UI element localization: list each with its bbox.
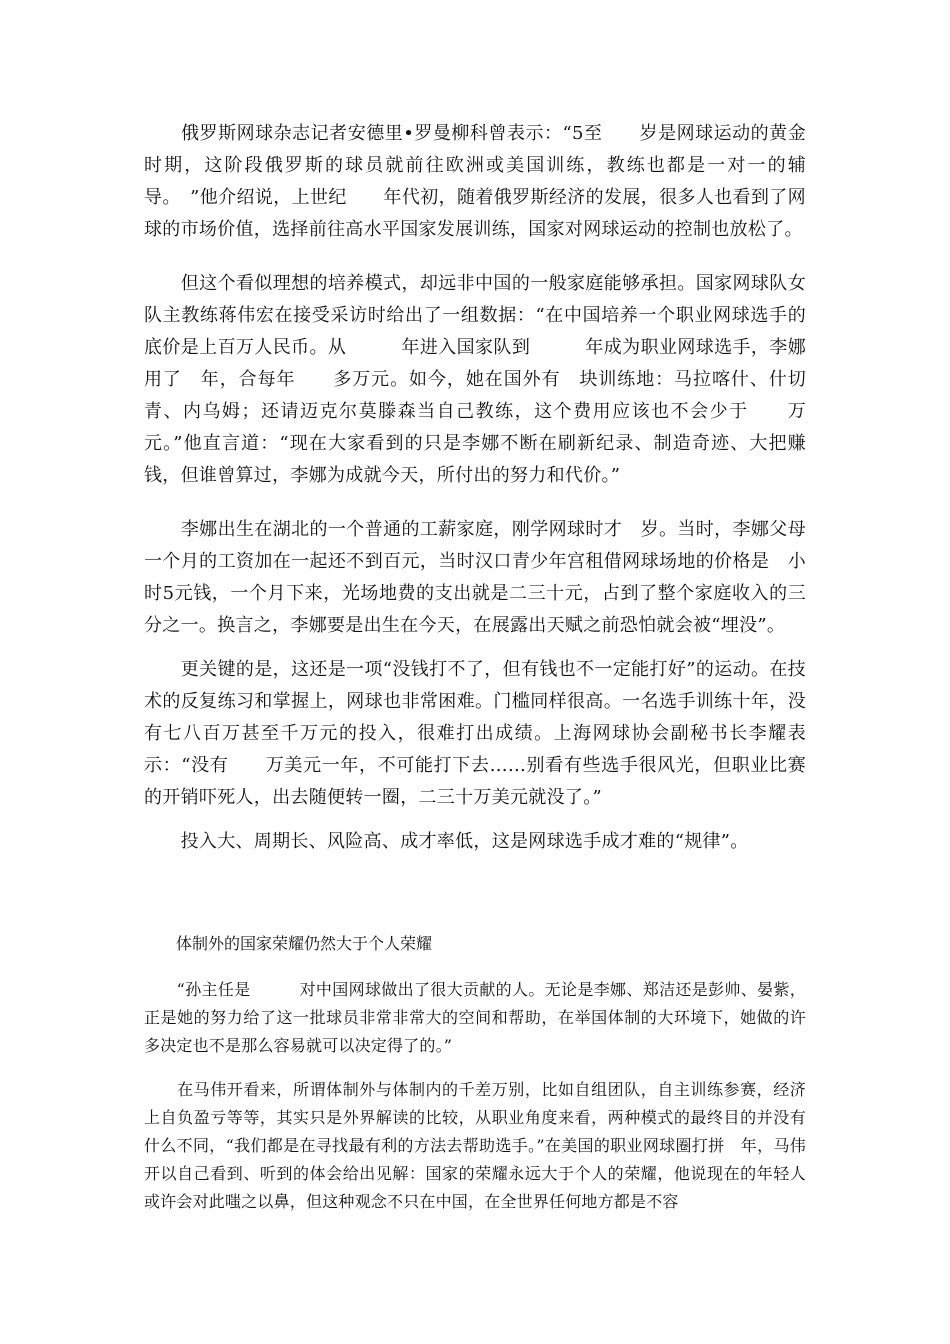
paragraph-ma-weikai: 在马伟开看来，所谓体制外与体制内的千差万别，比如自组团队，自主训练参赛，经济上自负盈亏等等，其实只是外界解读的比较，从职业角度来看，两种模式的最终目的并没有什么不同，“我们都是在寻找最有利的方法去帮助选手。”在美国的职业网球圈打拼 年，马伟开以自己看到、听到的体会给出见解：国家的荣耀永远大于个人的荣耀，他说现在的年轻人或许会对此嗤之以鼻，但这种观念不只在中国，在全世界任何地方都是不容: [144, 1080, 806, 1211]
section-heading: 体制外的国家荣耀仍然大于个人荣耀: [176, 934, 433, 953]
paragraph-director-sun: “孙主任是 对中国网球做出了很大贡献的人。无论是李娜、郑洁还是彭帅、晏紫，正是她的努力给了这一批球员非常非常大的空间和帮助，在举国体制的大环境下，她做的许多决定也不是那么容易就可以决定得了的。”: [144, 980, 806, 1055]
paragraph-cost-of-training: 但这个看似理想的培养模式，却远非中国的一般家庭能够承担。国家网球队女队主教练蒋伟宏在接受采访时给出了一组数据：“在中国培养一个职业网球选手的底价是上百万人民币。从 年进入国家队到 年成为职业网球选手，李娜用了 年，合每年 多万元。如今，她在国外有 块训练地：马拉喀什、什切青、内乌姆；还请迈克尔莫滕森当自己教练，这个费用应该也不会少于 万元。”他直言道：“现在大家看到的只是李娜不断在刷新纪录、制造奇迹、大把赚钱，但谁曾算过，李娜为成就今天，所付出的努力和代价。”: [144, 273, 806, 486]
paragraph-high-threshold: 更关键的是，这还是一项“没钱打不了，但有钱也不一定能打好”的运动。在技术的反复练习和掌握上，网球也非常困难。门槛同样很高。一名选手训练十年，没有七八百万甚至千万元的投入，很难打出成绩。上海网球协会副秘书长李耀表示：“没有 万美元一年，不可能打下去……别看有些选手很风光，但职业比赛的开销吓死人，出去随便转一圈，二三十万美元就没了。”: [144, 659, 806, 808]
paragraph-li-na-childhood: 李娜出生在湖北的一个普通的工薪家庭，刚学网球时才 岁。当时，李娜父母一个月的工资加在一起还不到百元，当时汉口青少年宫租借网球场地的价格是 小时5元钱，一个月下来，光场地费的支出就是二三十元，占到了整个家庭收入的三分之一。换言之，李娜要是出生在今天，在展露出天赋之前恐怕就会被“埋没”。: [144, 519, 806, 636]
paragraph-russian-training: 俄罗斯网球杂志记者安德里•罗曼柳科曾表示：“5至 岁是网球运动的黄金时期，这阶段俄罗斯的球员就前往欧洲或美国训练，教练也都是一对一的辅导。 ”他介绍说，上世纪 年代初，随着俄罗斯经济的发展，很多人也看到了网球的市场价值，选择前往高水平国家发展训练，国家对网球运动的控制也放松了。: [144, 123, 806, 240]
paragraph-summary: 投入大、周期长、风险高、成才率低，这是网球选手成才难的“规律”。: [144, 831, 749, 852]
